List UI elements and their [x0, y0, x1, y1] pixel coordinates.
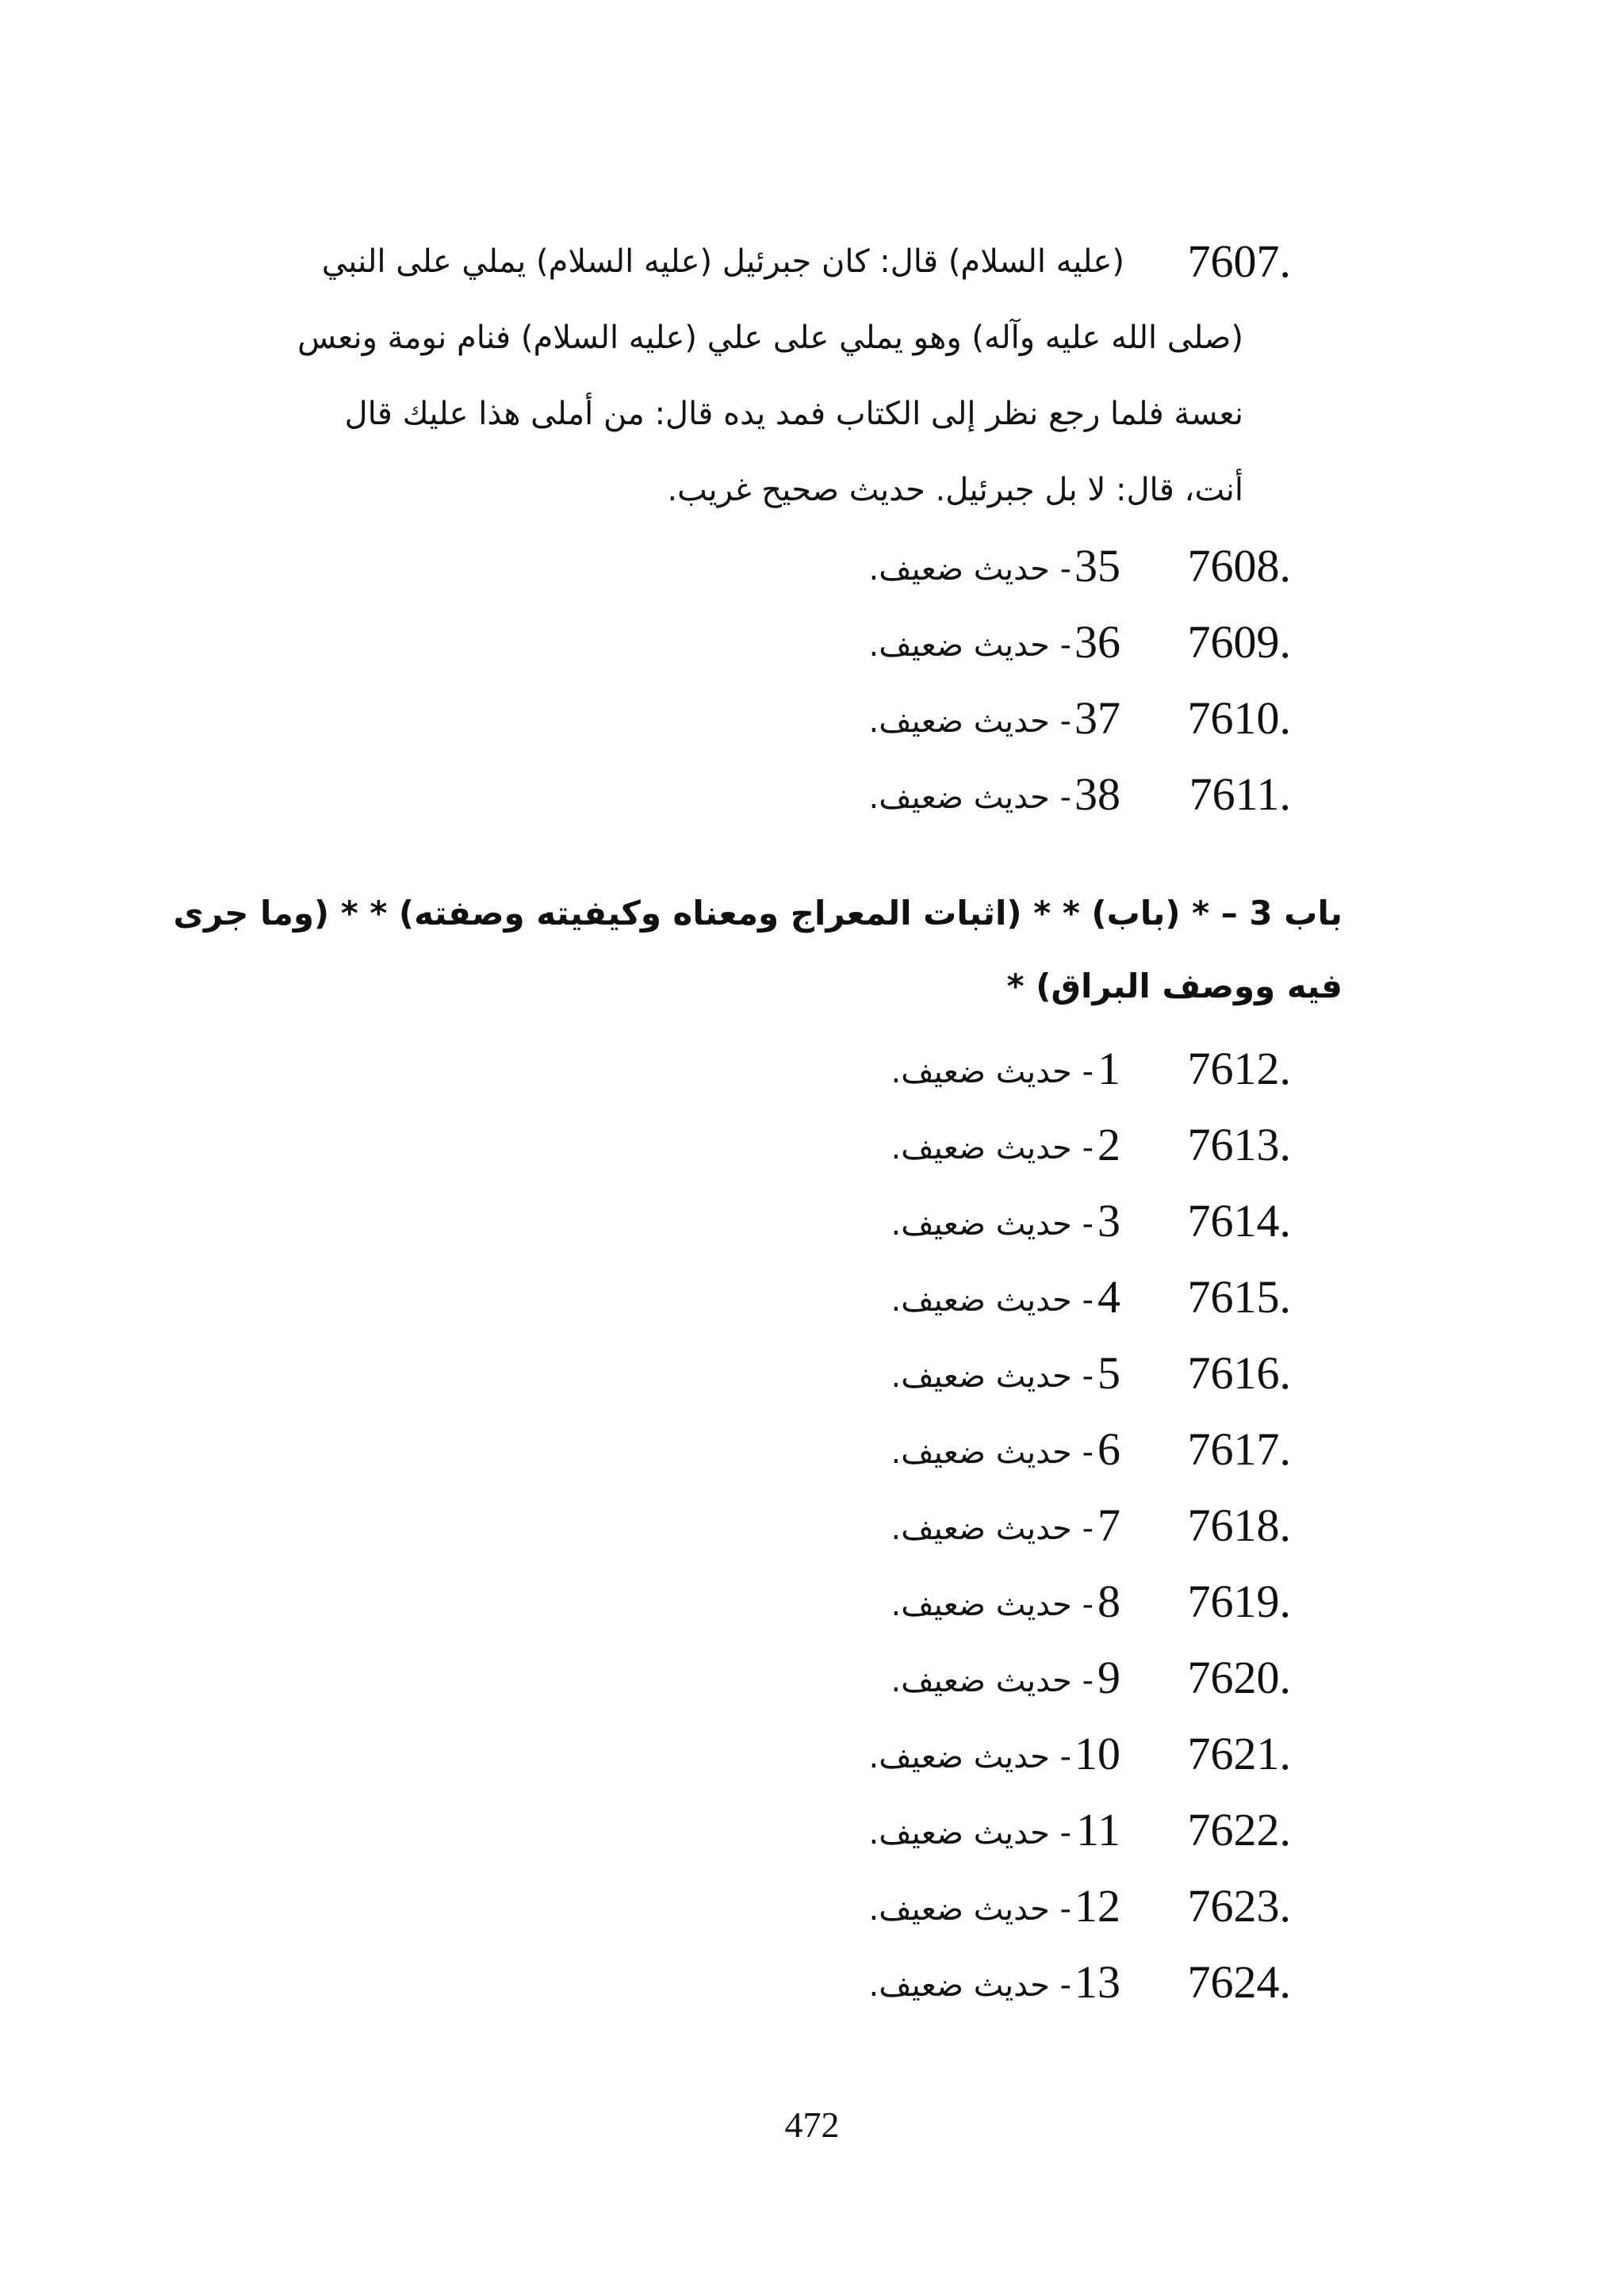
entry-number: 7624.	[1187, 1956, 1291, 2008]
hadith-grade-text: - حديث ضعيف.	[868, 779, 1071, 816]
entry-number: 7623.	[1187, 1880, 1291, 1932]
sub-number: 13	[1074, 1956, 1120, 2008]
entry-number: 7616.	[1187, 1347, 1291, 1399]
hadith-entry	[799, 1411, 1291, 1488]
sub-number: 5	[1097, 1347, 1120, 1399]
sub-number: 2	[1097, 1119, 1120, 1170]
chapter-heading-line-1: باب 3 – * (باب) * * (اثبات المعراج ومعناه وكيفيته وصفته) * * (وما جرى	[173, 894, 1342, 933]
hadith-grade-text: - حديث ضعيف.	[891, 1358, 1094, 1395]
hadith-grade-text: - حديث ضعيف.	[891, 1282, 1094, 1319]
entry-number: 7618.	[1187, 1499, 1291, 1551]
hadith-entry	[799, 1335, 1291, 1411]
sub-number: 1	[1097, 1043, 1120, 1094]
hadith-entry	[799, 528, 1291, 604]
hadith-entry	[799, 1488, 1291, 1564]
sub-number: 9	[1097, 1652, 1120, 1703]
entry-number: 7614.	[1187, 1195, 1291, 1247]
hadith-grade-text: - حديث ضعيف.	[868, 703, 1071, 740]
entry-number: 7619.	[1187, 1576, 1291, 1627]
paragraph-line: (صلى الله عليه وآله) وهو يملي على علي (عليه السلام) فنام نومة ونعس	[297, 320, 1243, 356]
entry-number: 7621.	[1187, 1728, 1291, 1779]
page-number: 472	[784, 2104, 840, 2145]
hadith-grade-text: - حديث ضعيف.	[868, 1815, 1071, 1852]
entry-number: 7612.	[1187, 1043, 1291, 1094]
sub-number: 7	[1097, 1499, 1120, 1551]
sub-number: 12	[1074, 1880, 1120, 1932]
hadith-grade-text: - حديث ضعيف.	[891, 1130, 1094, 1166]
hadith-entry	[799, 1183, 1291, 1259]
hadith-entry	[799, 1564, 1291, 1640]
sub-number: 3	[1097, 1195, 1120, 1247]
hadith-grade-text: - حديث ضعيف.	[891, 1434, 1094, 1471]
hadith-entry	[799, 604, 1291, 680]
entry-number: 7607.	[1187, 236, 1291, 287]
sub-number: 10	[1074, 1728, 1120, 1779]
hadith-entry	[799, 1031, 1291, 1107]
entry-number: 7613.	[1187, 1119, 1291, 1170]
hadith-entry	[799, 1792, 1291, 1868]
paragraph-line: (عليه السلام) قال: كان جبرئيل (عليه السلام) يملي على النبي	[321, 243, 1124, 280]
entry-number: 7610.	[1187, 692, 1291, 744]
hadith-entry	[799, 1107, 1291, 1183]
hadith-entry	[799, 1716, 1291, 1792]
hadith-grade-text: - حديث ضعيف.	[891, 1587, 1094, 1623]
entry-number: 7615.	[1187, 1271, 1291, 1323]
hadith-grade-text: - حديث ضعيف.	[891, 1054, 1094, 1090]
hadith-grade-text: - حديث ضعيف.	[868, 1739, 1071, 1775]
entry-number: 7617.	[1187, 1423, 1291, 1475]
entry-number: 7608.	[1187, 540, 1291, 592]
sub-number: 4	[1097, 1271, 1120, 1323]
hadith-entry	[799, 756, 1291, 833]
sub-number: 35	[1074, 540, 1120, 592]
hadith-grade-text: - حديث ضعيف.	[891, 1511, 1094, 1547]
hadith-entry	[799, 1868, 1291, 1944]
hadith-grade-text: - حديث ضعيف.	[891, 1206, 1094, 1243]
entry-number: 7620.	[1187, 1652, 1291, 1703]
hadith-entry	[799, 1640, 1291, 1716]
hadith-entry	[799, 1944, 1291, 2020]
sub-number: 36	[1074, 616, 1120, 668]
sub-number: 11	[1076, 1804, 1120, 1855]
paragraph-line: نعسة فلما رجع نظر إلى الكتاب فمد يده قال: من أملى هذا عليك قال	[344, 396, 1243, 432]
entry-number: 7622.	[1187, 1804, 1291, 1855]
entry-number: 7611.	[1189, 768, 1291, 820]
hadith-grade-text: - حديث ضعيف.	[868, 627, 1071, 664]
paragraph-line: أنت، قال: لا بل جبرئيل. حديث صحيح غريب.	[667, 472, 1243, 508]
hadith-entry	[799, 680, 1291, 756]
hadith-grade-text: - حديث ضعيف.	[868, 1967, 1071, 2004]
hadith-grade-text: - حديث ضعيف.	[868, 551, 1071, 588]
hadith-entry	[799, 1259, 1291, 1335]
sub-number: 37	[1074, 692, 1120, 744]
sub-number: 38	[1074, 768, 1120, 820]
sub-number: 6	[1097, 1423, 1120, 1475]
sub-number: 8	[1097, 1576, 1120, 1627]
hadith-grade-text: - حديث ضعيف.	[868, 1891, 1071, 1928]
hadith-grade-text: - حديث ضعيف.	[891, 1663, 1094, 1699]
chapter-heading-line-2: فيه ووصف البراق) *	[1006, 967, 1342, 1005]
entry-number: 7609.	[1187, 616, 1291, 668]
